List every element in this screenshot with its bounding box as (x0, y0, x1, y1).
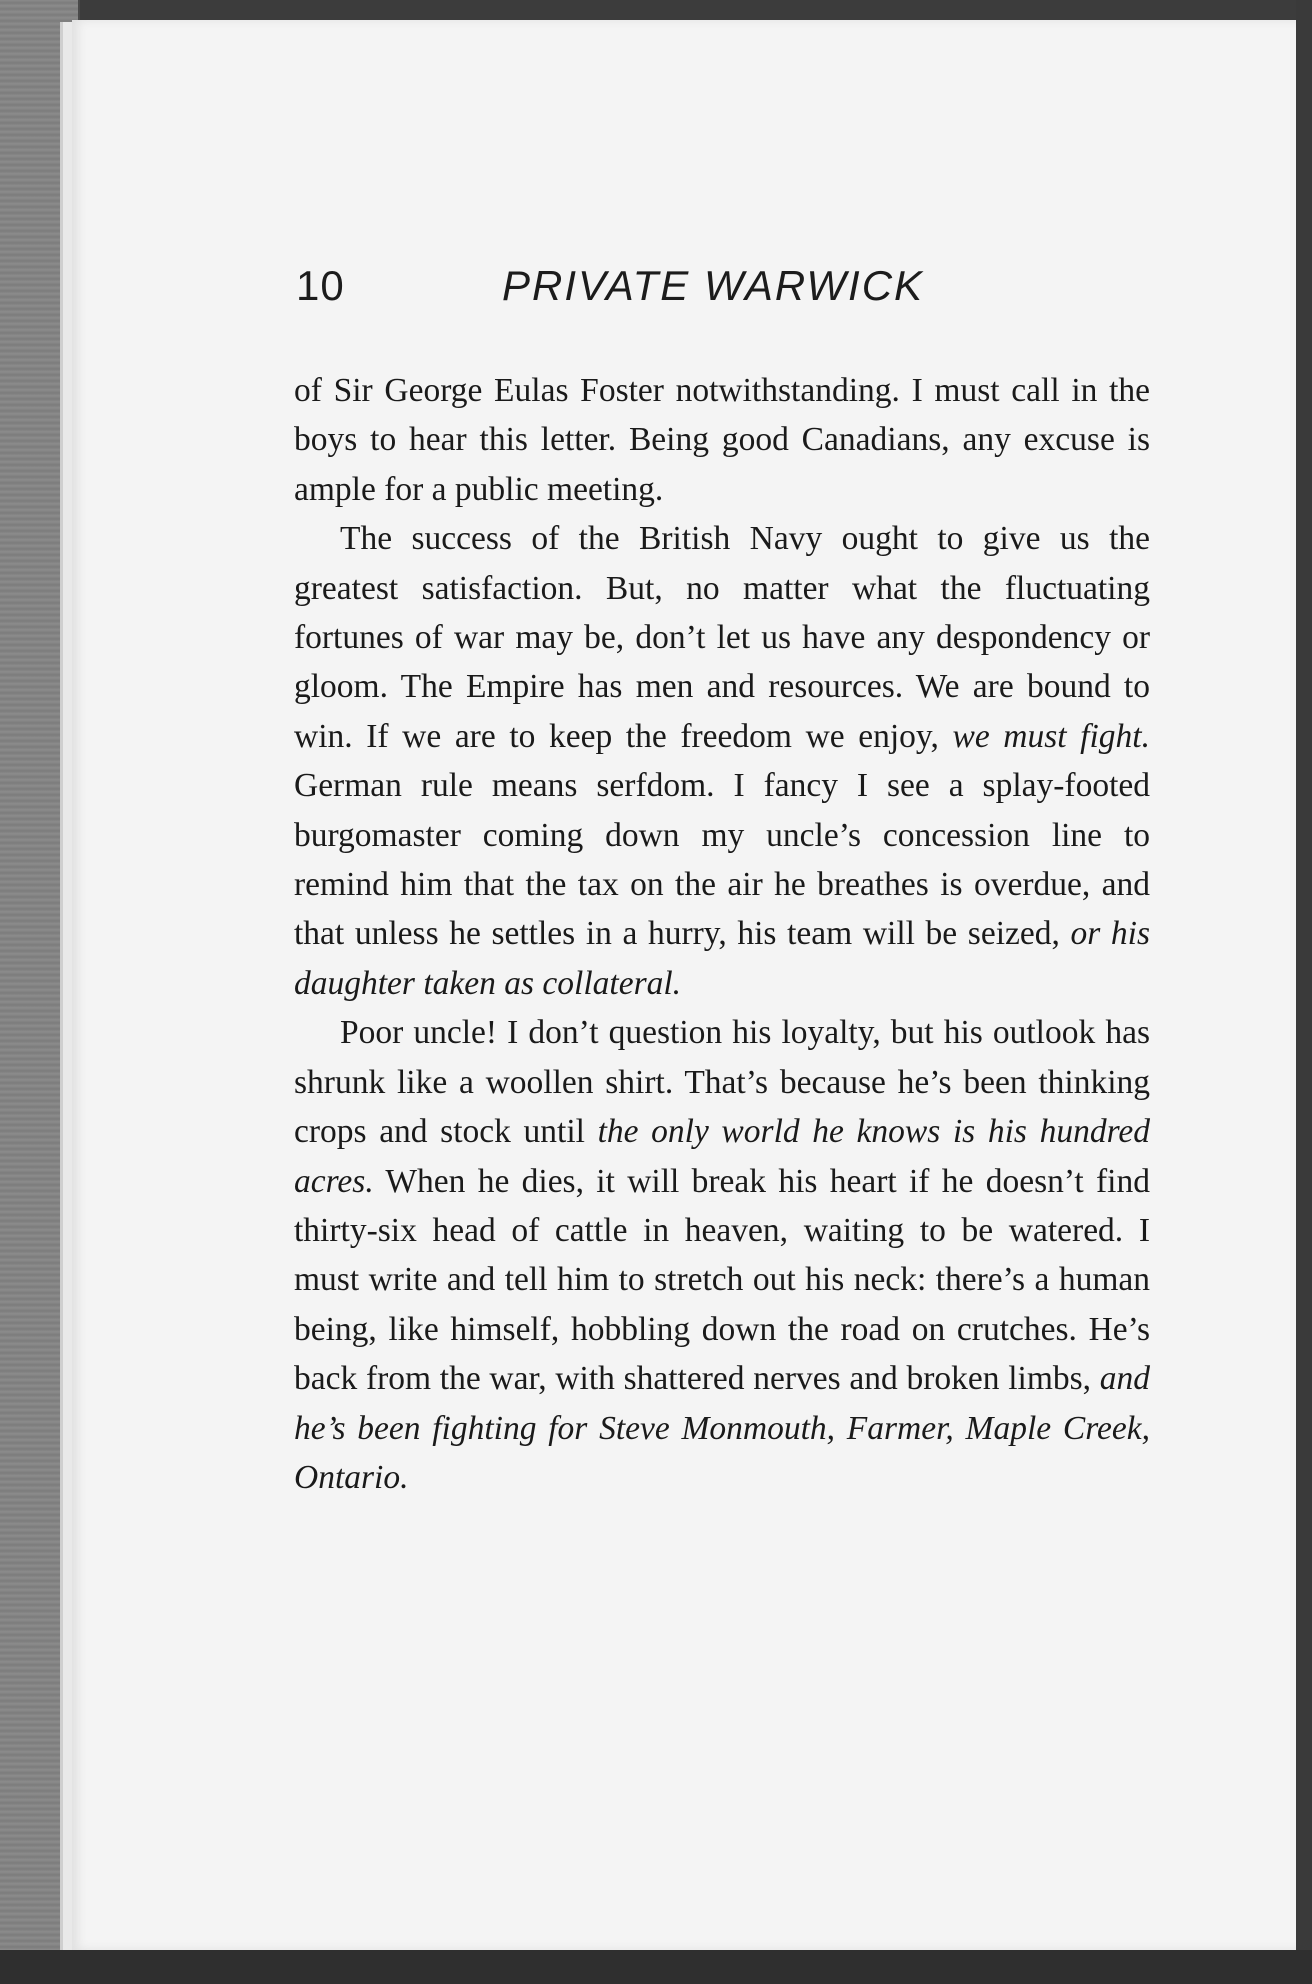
body-text (294, 366, 1150, 1502)
running-title: PRIVATE WARWICK (502, 262, 925, 309)
text-run: The success of the British Navy ought to give us the greatest satisfaction. But, no matter what the fluctuating fortunes of war may be, don’t let us have any despondency or gloom. The Empire has men and resources. We are bound to win. If we are to keep the freedom we enjoy, (294, 520, 1150, 755)
text-run: German rule means serfdom. I fancy I see a splay-footed burgomaster coming down my uncle’s concession line to remind him that the tax on the air he breathes is overdue, and that unless he settles in a hurry, his team will be seized, (294, 767, 1150, 953)
italic-text-run: or his daughter taken as collateral. (294, 915, 1151, 1002)
italic-text-run: and he’s been fighting for Steve Monmouth, Farmer, Maple Creek, Ontario. (294, 1360, 1150, 1496)
paragraph (294, 1008, 1150, 1502)
italic-text-run: the only world he knows is his hundred acres. (294, 1113, 1150, 1200)
scan-right-edge (1296, 0, 1312, 1984)
text-run: When he dies, it will break his heart if he doesn’t find thirty-six head of cattle in heaven, waiting to be watered. I must write and tell him to stretch out his neck: there’s a human being, like himself, hobbling down the road on crutches. He’s back from the war, with shattered nerves and broken limbs, (294, 1162, 1150, 1398)
paragraph (294, 366, 1150, 514)
page-number: 10 (296, 262, 345, 309)
text-run: of Sir George Eulas Foster notwithstanding. I must call in the boys to hear this letter. Being good Canadians, any excuse is ample for a public meeting. (294, 372, 1150, 508)
italic-text-run: we must fight. (952, 717, 1150, 755)
paragraph (294, 514, 1150, 1008)
running-head (296, 262, 1156, 322)
scan-top-edge (0, 0, 1312, 22)
scan-bottom-edge (0, 1950, 1312, 1984)
text-run: Poor uncle! I don’t question his loyalty, but his outlook has shrunk like a woollen shirt. That’s because he’s been thinking crops and stock until (294, 1014, 1150, 1151)
